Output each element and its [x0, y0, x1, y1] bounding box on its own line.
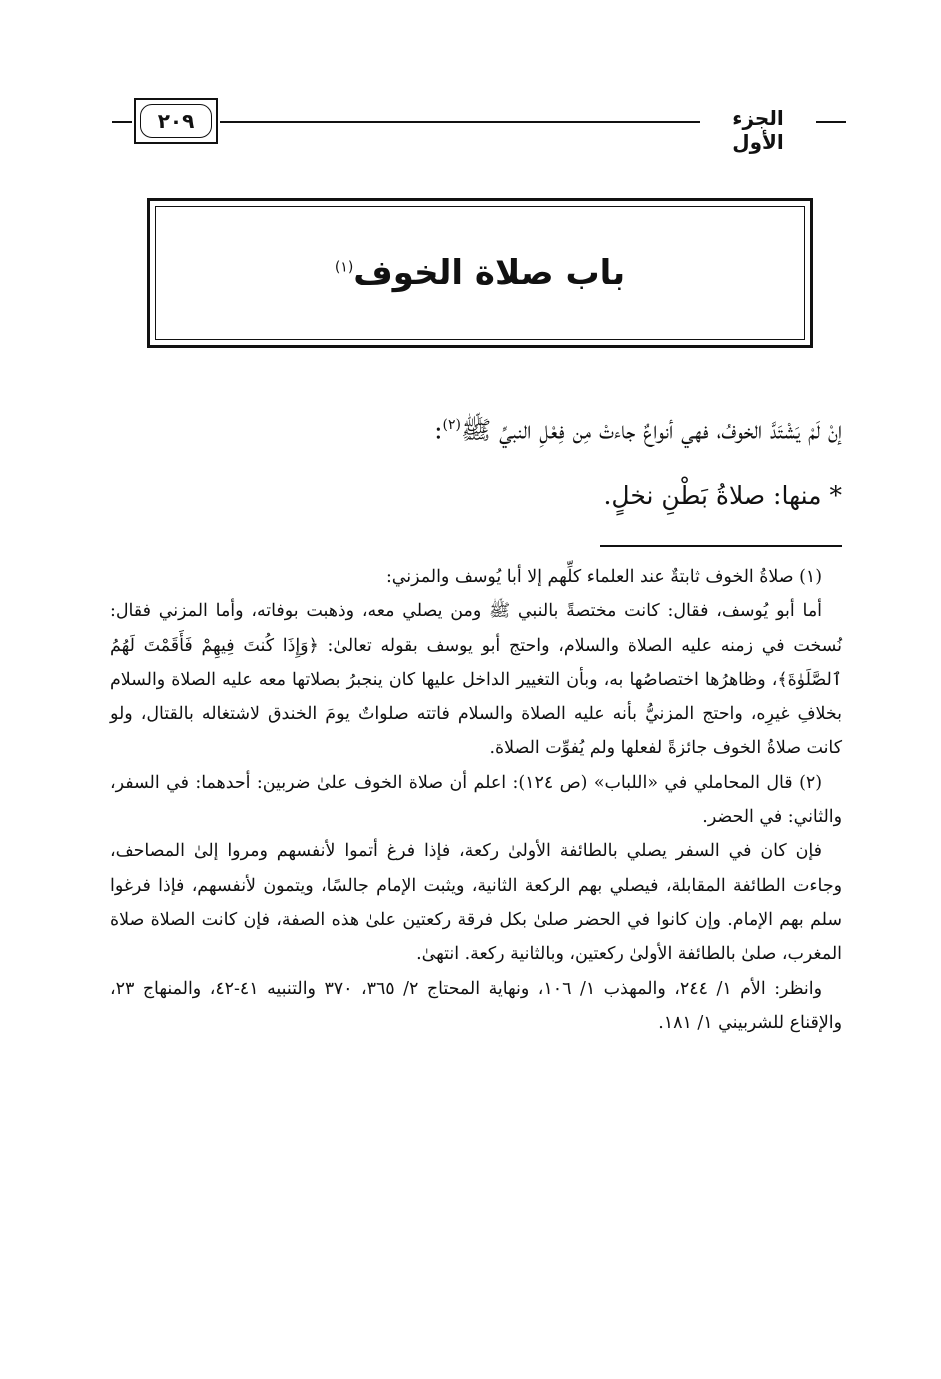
- footnote-2-body: فإن كان في السفر يصلي بالطائفة الأولىٰ ركعة، فإذا فرغ أتموا لأنفسهم ومروا إلىٰ المصاحف، وجاءت الطائفة المقابلة، فيصلي بهم الركعة الثانية، ويثبت الإمام جالسًا، ويتمون لأنفسهم، فإذا فرغوا سلم بهم الإمام. وإن كانوا في الحضر صلىٰ بكل فرقة ركعتين علىٰ هذه الصفة، فإن كانت الصلاة صلاة المغرب، صلىٰ بالطائفة الأولىٰ ركعتين، وبالثانية ركعة. انتهىٰ.: [110, 841, 842, 965]
- main-paragraph-1: [110, 392, 842, 463]
- main-paragraph-1-text: إنْ لَمْ يَشْتَدَّ الخوفُ، فهي أنواعٌ جاءتْ مِن فِعْلِ النبيِّ ﷺ: [460, 415, 842, 445]
- footnote-1-body: أما أبو يُوسف، فقال: كانت مختصةً بالنبي ﷺ ومن يصلي معه، وذهبت بوفاته، وأما المزني فقال: نُسخت في زمنه عليه الصلاة والسلام، واحتج أبو يوسف بقوله تعالىٰ: ﴿وَإِذَا كُنتَ فِيهِمْ فَأَقَمْتَ لَهُمُ ٱلصَّلَوٰةَ﴾، وظاهرُها اختصاصُها به، وبأن التغيير الداخل عليها كان ينجبرُ بصلاتها معه عليه الصلاة والسلام بخلافِ غيرِه، واحتج المزنيُّ بأنه عليه الصلاة والسلام فاتته صلواتٌ يومَ الخندق لاشتغاله بالقتال، ولو كانت صلاةُ الخوف جائزةً لفعلها ولم يُفوِّت الصلاة.: [110, 601, 842, 759]
- chapter-title-line: [335, 253, 625, 293]
- footnote-2-heading: (٢) قال المحاملي في «اللباب» (ص ١٢٤): اعلم أن صلاة الخوف علىٰ ضربين: أحدهما: في السفر، والثاني: في الحضر.: [110, 772, 842, 828]
- header-rule-left: [112, 121, 132, 123]
- footnotes: [110, 560, 842, 1040]
- footnote-ref-1: (١): [334, 259, 354, 276]
- header-rule-middle: [220, 121, 700, 123]
- footnote-separator: [600, 545, 842, 547]
- page-number: ٢٠٩: [140, 104, 212, 138]
- running-title: الجزء الأول: [732, 106, 784, 154]
- chapter-title-frame: [147, 198, 813, 348]
- page-number-box: [134, 98, 218, 144]
- header-rule-right: [816, 121, 846, 123]
- chapter-title: باب صلاة الخوف: [353, 253, 626, 293]
- main-paragraph-1-colon: :: [434, 415, 443, 445]
- footnote-2-references: وانظر: الأم ١/ ٢٤٤، والمهذب ١/ ١٠٦، ونهاية المحتاج ٢/ ٣٦٥، ٣٧٠ والتنبيه ٤١-٤٢، والمنهاج ٢٣، والإقناع للشربيني ١/ ١٨١.: [110, 978, 842, 1033]
- footnote-ref-2: (٢): [442, 417, 461, 433]
- main-text: [110, 392, 842, 529]
- page-header: [112, 96, 846, 154]
- main-paragraph-2: * منها: صلاةُ بَطْنِ نخلٍ.: [603, 481, 842, 511]
- chapter-title-inner-frame: [155, 206, 805, 340]
- footnote-1-heading: (١) صلاةُ الخوف ثابتةٌ عند العلماء كلِّهم إلا أبا يُوسف والمزني:: [385, 567, 822, 587]
